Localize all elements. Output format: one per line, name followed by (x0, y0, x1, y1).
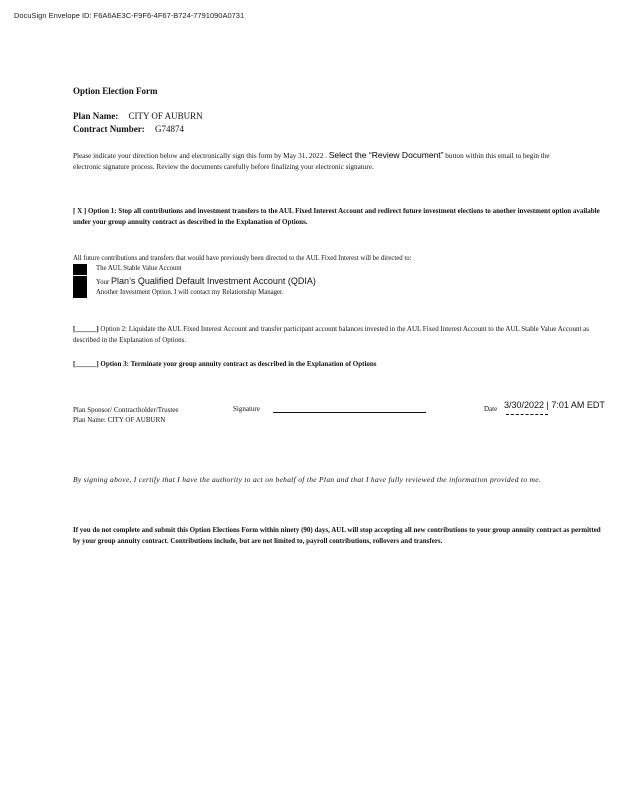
option-3 (73, 360, 603, 368)
attestation-text: By signing above, I certify that I have the authority to act on behalf of the Plan and that I have fully reviewed the information provided to me. (73, 475, 542, 484)
option-3-checkbox[interactable]: [______] (73, 360, 99, 368)
contract-label: Contract Number: (73, 124, 145, 134)
plan-name-value: CITY OF AUBURN (128, 111, 203, 121)
choice-qdia-label-group (96, 276, 316, 298)
option-3-text: Option 3: Terminate your group annuity contract as described in the Explanation of Options (100, 360, 377, 368)
future-contributions-text: All future contributions and transfers that would have previously been directed to the AUL Fixed Interest will be directed to: (73, 255, 412, 262)
plan-name-label: Plan Name: (73, 111, 119, 121)
signed-date: 3/30/2022 | 7:01 AM EDT (504, 400, 605, 410)
plan-name-row (73, 111, 203, 121)
signature-label: Signature (233, 405, 260, 413)
choice-stable-value-label: The AUL Stable Value Account (96, 265, 182, 272)
choice-qdia[interactable] (73, 276, 316, 298)
plan-sponsor-block (73, 405, 179, 425)
form-title: Option Election Form (73, 86, 158, 96)
choice-stable-value[interactable] (73, 264, 182, 275)
option-1-text: Option 1: Stop all contributions and investment transfers to the AUL Fixed Interest Account and redirect future investment elections to another investment option available under your group annuity contract as described in the Explanation of Options. (73, 207, 600, 226)
choice-qdia-checkbox[interactable] (73, 276, 87, 298)
option-2-text: Option 2: Liquidate the AUL Fixed Interest Account and transfer participant account balances invested in the AUL Fixed Interest Account to the AUL Stable Value Account as described in the Explanation of Options. (73, 325, 589, 344)
choice-stable-value-checkbox[interactable] (73, 264, 87, 275)
choice-another-label: Another Investment Option. I will contact my Relationship Manager. (96, 289, 284, 296)
contract-value: G74874 (154, 124, 184, 134)
date-line (506, 414, 548, 415)
option-1-checkbox[interactable]: [ X ] (73, 207, 87, 215)
envelope-id: DocuSign Envelope ID: F6A6AE3C-F9F6-4F67-B724-7791090A0731 (14, 11, 245, 20)
date-label: Date (484, 405, 498, 413)
option-2-checkbox[interactable]: [______] (73, 325, 99, 333)
contract-row (73, 124, 184, 134)
plan-sponsor-plan-name: Plan Name: CITY OF AUBURN (73, 416, 166, 424)
intro-text-continued: button within this email to begin the electronic signature process. Review the documents carefully before finalizing your electronic signature. (73, 152, 550, 171)
intro-paragraph (73, 150, 573, 173)
plan-sponsor-label: Plan Sponsor/ Contractholder/Trustee (73, 406, 179, 414)
review-document-instruction: Select the “Review Document” (328, 150, 444, 160)
signature-line[interactable] (273, 412, 426, 413)
choice-qdia-prefix: Your (96, 279, 110, 286)
option-2 (73, 324, 603, 346)
choice-qdia-label: Plan’s Qualified Default Investment Account (QDIA) (111, 276, 316, 286)
warning-text: If you do not complete and submit this Option Elections Form within ninety (90) days, AUL will stop accepting all new contributions to your group annuity contract as permitted by your group annuity contract. Contributions include, but are not limited to, payroll contributions, rollovers and transfers. (73, 526, 601, 545)
option-1 (73, 206, 618, 228)
intro-text: Please indicate your direction below and electronically sign this form by May 31, 2022 . (73, 152, 327, 160)
